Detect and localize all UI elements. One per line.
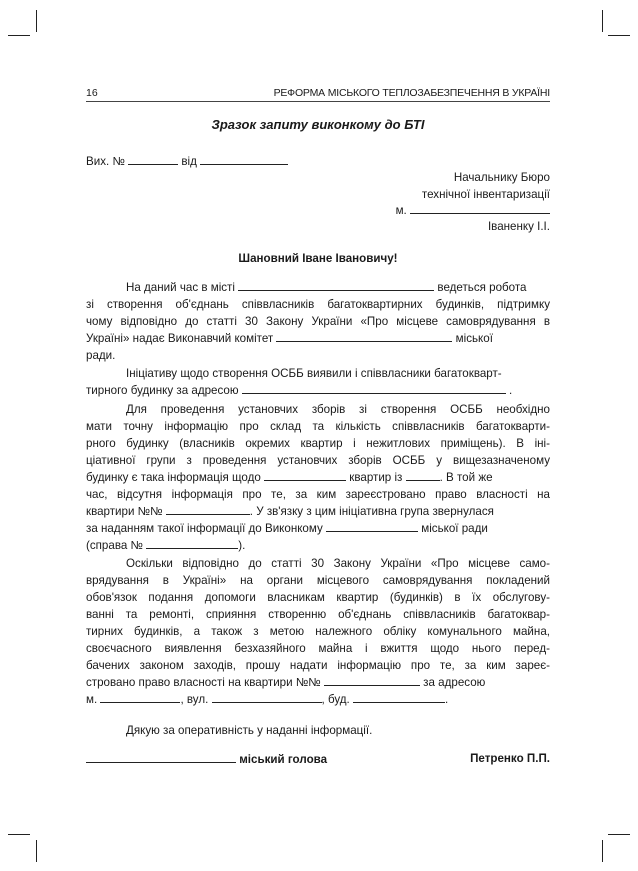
thanks-line: Дякую за оперативність у наданні інформації. [126, 724, 373, 737]
paragraph-line: мати точну інформацію про склад та кількість співвласників багатокварти- [86, 420, 550, 433]
crop-mark [608, 834, 630, 835]
addressee-line: м. [86, 202, 550, 219]
signature-line [86, 752, 236, 763]
crop-mark [608, 35, 630, 36]
paragraph-line: стровано право власності на квартири №№ за адресою [86, 676, 486, 689]
paragraph-line: рного будинку (власників окремих квартир і нежитлових приміщень). В іні- [86, 437, 550, 450]
blank-field [128, 154, 178, 165]
blank-field [264, 470, 346, 481]
crop-mark [8, 834, 30, 835]
blank-field [100, 692, 180, 703]
blank-field [242, 383, 506, 394]
blank-field [212, 692, 322, 703]
paragraph-line: своєчасного виявлення безхазяйного майна і вжиття щодо нього перед- [86, 642, 550, 655]
paragraph-line: Для проведення установчих зборів зі створення ОСББ необхідно [126, 403, 550, 416]
page-number: 16 [86, 87, 98, 99]
signer-name: Петренко П.П. [470, 752, 550, 765]
paragraph-line: обов'язок подання допомоги власникам квартир (будинків) в їх обслугову- [86, 591, 550, 604]
crop-mark [602, 10, 603, 32]
addressee-line: Начальнику Бюро [453, 171, 550, 184]
blank-field [406, 470, 440, 481]
crop-mark [8, 35, 30, 36]
paragraph-line: ванні та ремонті, сприяння створенню об'єднань співвласників багатоквар- [86, 608, 550, 621]
paragraph-line: (справа № ). [86, 539, 246, 552]
addressee-line: Іваненку І.І. [487, 220, 550, 233]
paragraph-line: Ініціативу щодо створення ОСББ виявили і співвласники багатокварт- [126, 367, 502, 380]
paragraph-line: ціативної групи з проведення установчих зборів ОСББ у вищезазначеному [86, 454, 550, 467]
running-title: РЕФОРМА МІСЬКОГО ТЕПЛОЗАБЕЗПЕЧЕННЯ В УКРАЇНІ [273, 87, 550, 99]
blank-field [410, 203, 550, 214]
blank-field [238, 280, 434, 291]
blank-field [276, 331, 452, 342]
blank-field [166, 504, 250, 515]
blank-field [200, 154, 288, 165]
paragraph-line: ради. [86, 349, 116, 362]
blank-field [326, 521, 418, 532]
crop-mark [36, 840, 37, 862]
document-title: Зразок запиту виконкому до БТІ [211, 117, 425, 132]
outgoing-reference: Вих. № від [86, 153, 550, 170]
paragraph-line: зі створення об'єднань співвласників багатоквартирних будинків, підтримку [86, 298, 550, 311]
paragraph-line: за наданням такої інформації до Виконкому міської ради [86, 522, 488, 535]
blank-field [324, 675, 420, 686]
paragraph-line: квартири №№ . У зв'язку з цим ініціативна група звернулася [86, 505, 494, 518]
paragraph-line: час, відсутня інформація про те, за ким зареєстровано право власності на [86, 488, 550, 501]
paragraph-line: врядування в Україні» на органи місцевого самоврядування покладений [86, 574, 550, 587]
running-header [86, 87, 550, 102]
paragraph-line: Оскільки відповідно до статті 30 Закону України «Про місцеве само- [126, 557, 550, 570]
paragraph-line: Україні» надає Виконавчий комітет міської [86, 332, 493, 345]
paragraph-line: тирних будинків, а також з метою належного обліку комунального майна, [86, 625, 550, 638]
salutation: Шановний Іване Івановичу! [238, 252, 398, 265]
blank-field [146, 538, 238, 549]
crop-mark [602, 840, 603, 862]
paragraph-line: тирного будинку за адресою . [86, 384, 513, 397]
signer-role: міський голова [239, 753, 328, 766]
addressee-line: технічної інвентаризації [421, 188, 550, 201]
paragraph-line: будинку є така інформація щодо квартир із . В той же [86, 471, 493, 484]
crop-mark [36, 10, 37, 32]
paragraph-line: бачених законом заходів, прошу надати інформацію про те, за ким зареє- [86, 659, 550, 672]
paragraph-line: чому відповідно до статті 30 Закону України «Про місцеве самоврядування в [86, 315, 550, 328]
blank-field [353, 692, 445, 703]
paragraph-line: м. , вул. , буд. . [86, 693, 449, 706]
paragraph-line: На даний час в місті ведеться робота [126, 281, 527, 294]
